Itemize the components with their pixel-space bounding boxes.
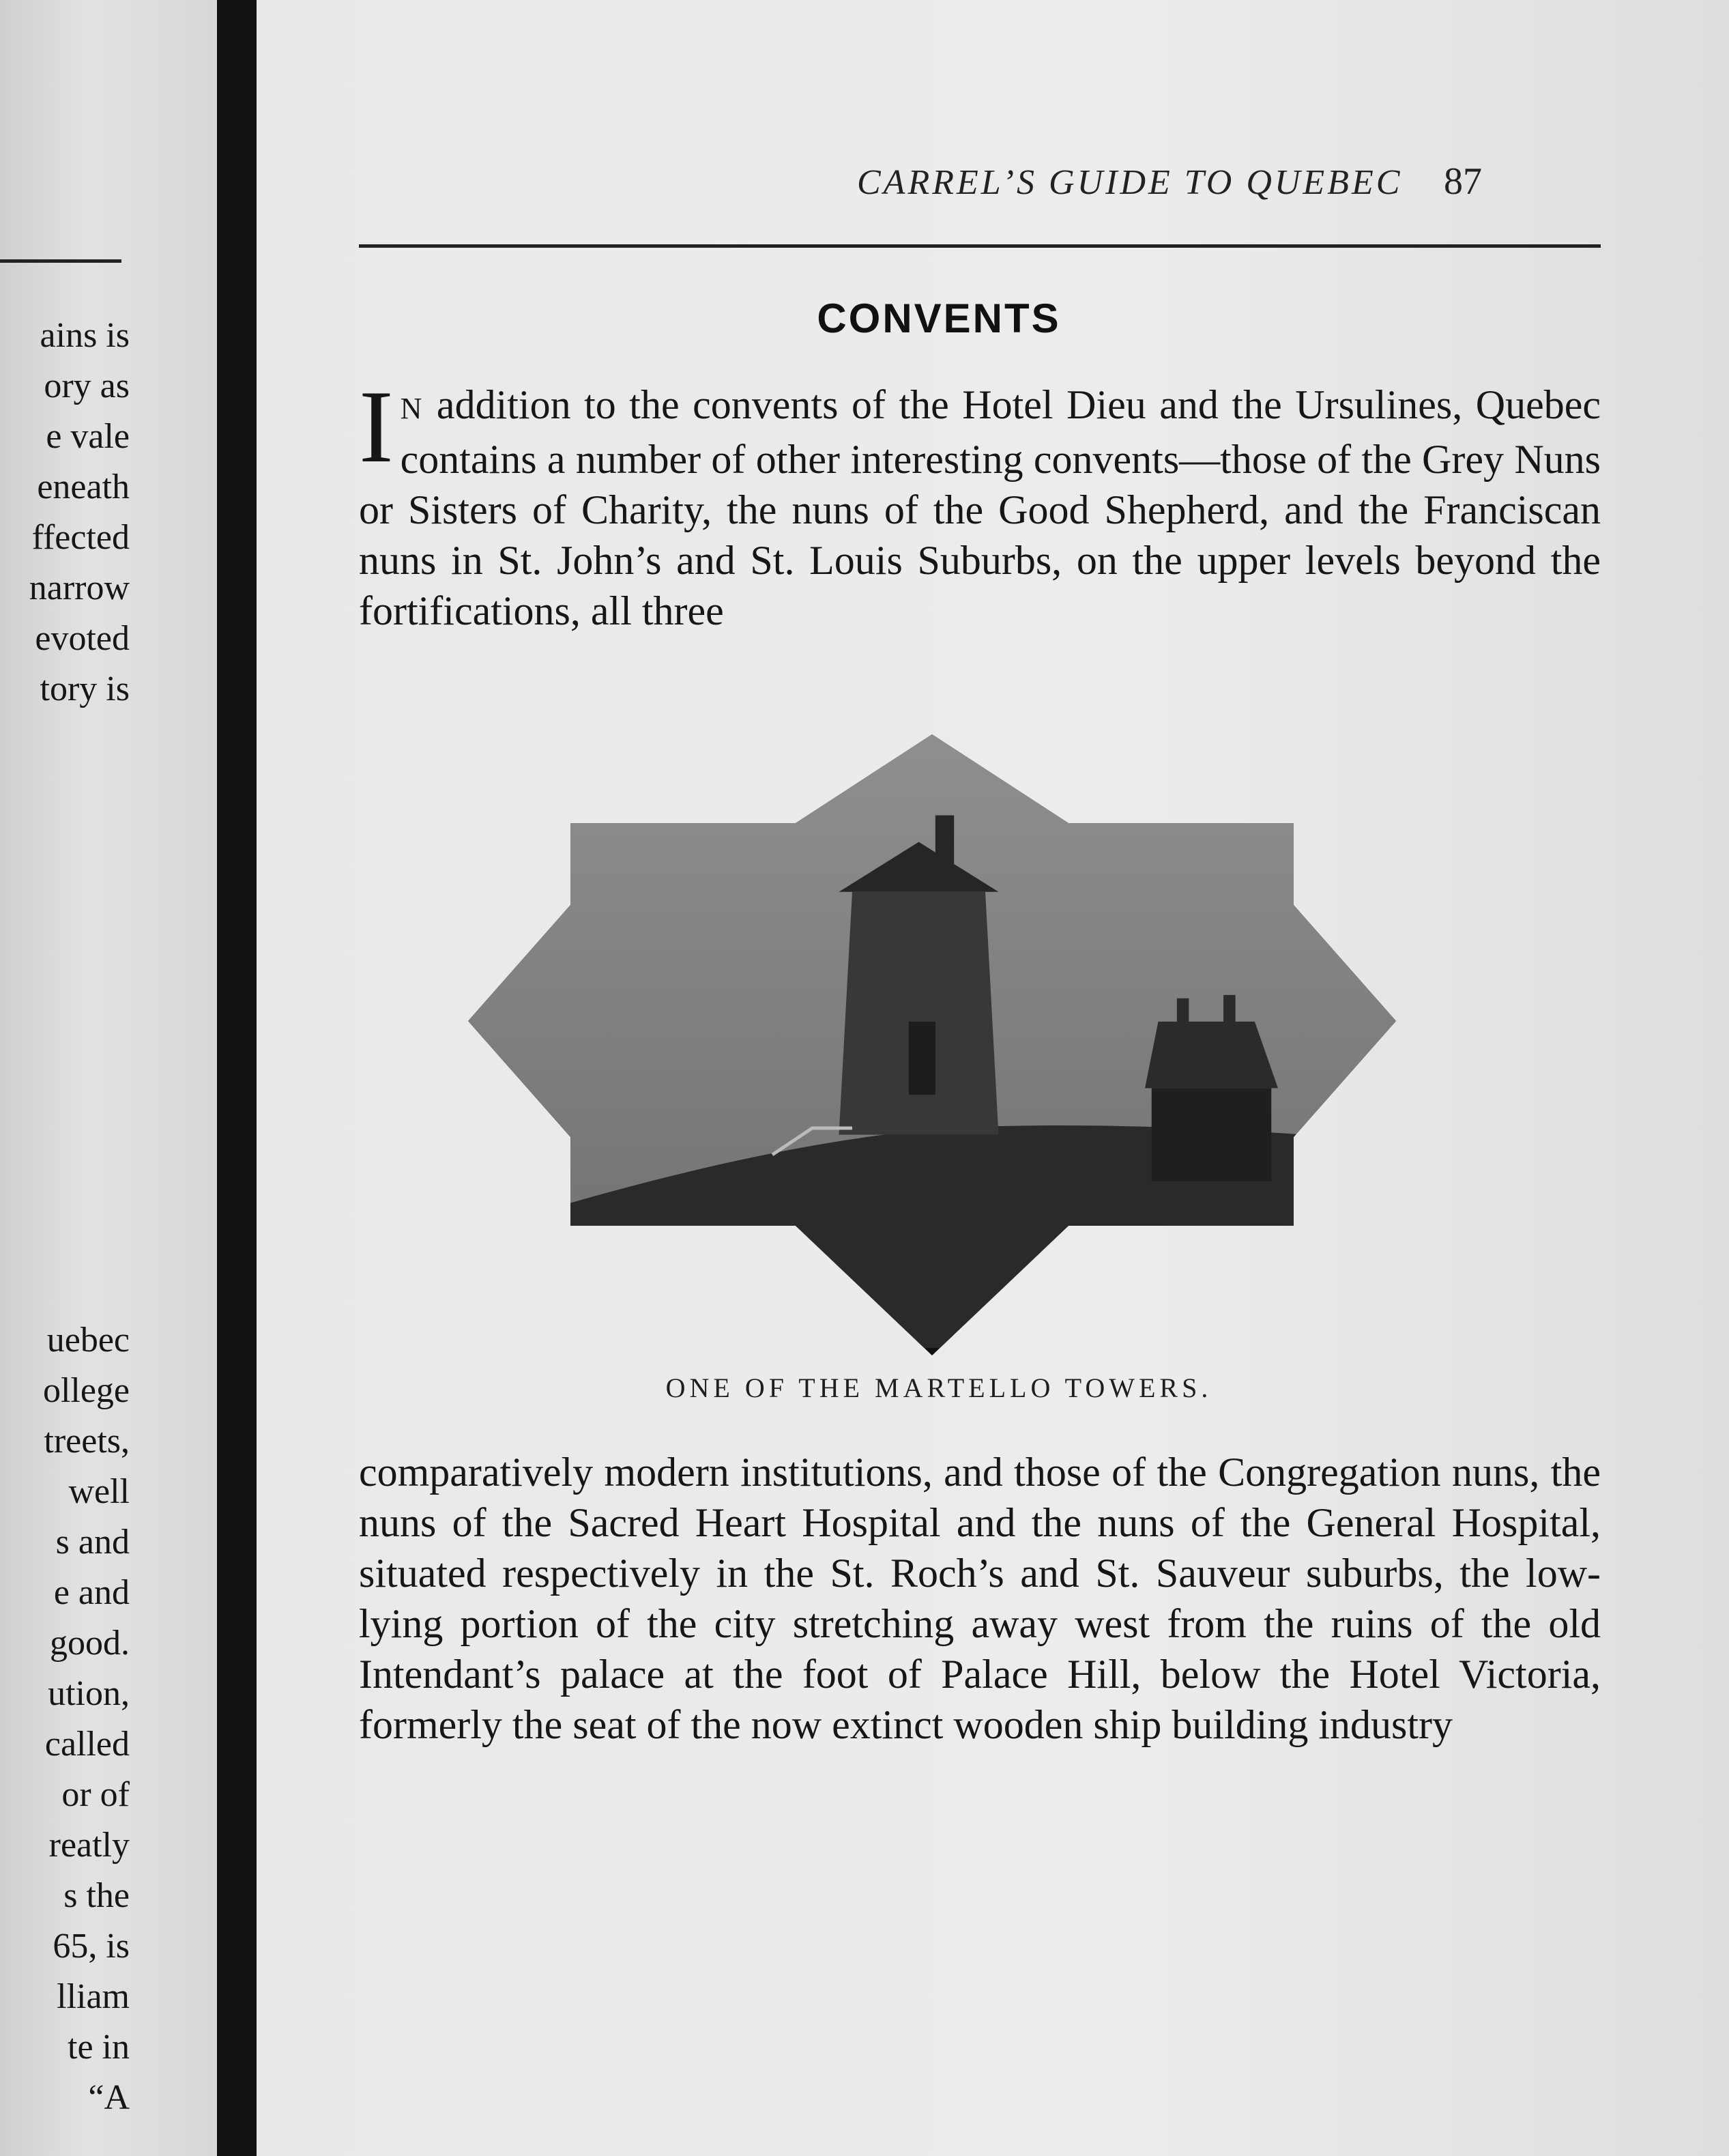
small-caps-letter: N (400, 392, 424, 425)
left-line: “A (88, 2078, 130, 2117)
left-line: eneath (37, 468, 130, 506)
left-page-rule (0, 259, 121, 263)
left-line: uebec (46, 1321, 130, 1360)
left-line: narrow (29, 569, 130, 607)
left-line: ution, (48, 1674, 130, 1713)
house-chimney-1 (1177, 998, 1189, 1025)
tower-body (839, 892, 999, 1135)
book-gutter (217, 0, 257, 2156)
paragraph-1 (359, 369, 1601, 636)
left-line: or of (61, 1775, 130, 1814)
left-line: s the (63, 1876, 130, 1915)
left-page-text (0, 311, 130, 2123)
house-chimney-2 (1223, 995, 1236, 1025)
house-body (1152, 1088, 1272, 1181)
left-line: ollege (42, 1371, 130, 1410)
left-line: good. (50, 1624, 130, 1663)
left-page-gap (0, 715, 130, 1315)
section-title: CONVENTS (817, 296, 1061, 341)
left-line: 65, is (53, 1927, 130, 1966)
paragraph-2: comparatively modern institutions, and those of the Congregation nuns, the nuns of the Sacred Heart Hospital and the nuns of the General Hospital, situated respectively in the St. Roch’s and St. Sauveur suburbs, the low-lying portion of the city stretching away west from the ruins of the old Intendant’s palace at the foot of Palace Hill, below the Hotel Victoria, formerly the seat of the now extinct wooden ship building industry (359, 1450, 1601, 1747)
left-line: ory as (44, 366, 130, 405)
left-line: called (44, 1725, 130, 1764)
tower-door (909, 1022, 935, 1095)
left-line: lliam (57, 1977, 130, 2016)
running-head: CARREL’S GUIDE TO QUEBEC (857, 163, 1403, 202)
left-line: ains is (40, 316, 130, 355)
sky (440, 729, 1678, 1348)
left-line: e vale (46, 417, 130, 456)
book-page (257, 0, 1729, 2156)
drop-cap: I (359, 369, 394, 484)
left-line: te in (68, 2028, 130, 2067)
page-number: 87 (1444, 160, 1482, 203)
left-line: well (68, 1472, 130, 1511)
martello-tower-illustration (427, 721, 1696, 1355)
header-rule (359, 244, 1601, 248)
tower-chimney (935, 816, 954, 869)
left-line: e and (53, 1573, 130, 1612)
illustration-caption: ONE OF THE MARTELLO TOWERS. (665, 1372, 1212, 1403)
left-facing-page (0, 0, 217, 2156)
house-roof (1145, 1022, 1278, 1089)
left-line: s and (55, 1523, 130, 1562)
left-line: ffected (31, 518, 130, 557)
left-line: treets, (44, 1422, 130, 1461)
left-line: reatly (48, 1826, 130, 1865)
left-line: tory is (40, 670, 130, 708)
paragraph-1-text: addition to the convents of the Hotel Dieu and the Ursulines, Quebec contains a number of other interesting convents—those of the Grey Nuns or Sisters of Charity, the nuns of the Good Shepherd, and the Franciscan nuns in St. John’s and St. Louis Suburbs, on the upper levels beyond the fortifications, all three (359, 382, 1601, 633)
left-line: evoted (35, 619, 130, 658)
